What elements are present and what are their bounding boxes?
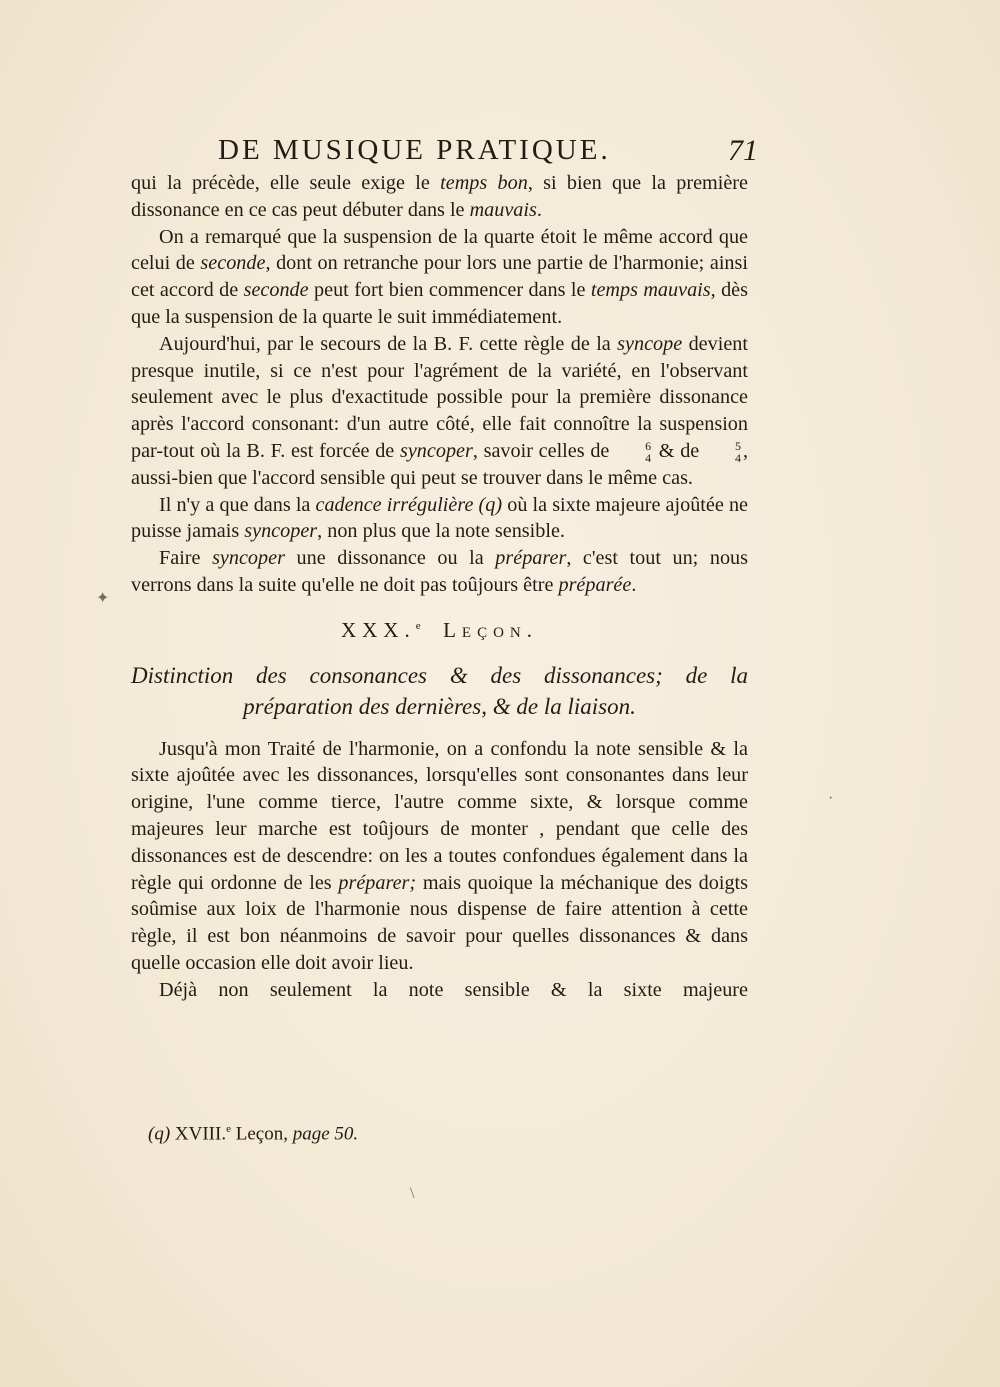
footnote-marker: (q) [148,1123,171,1145]
paragraph-3 [131,331,748,492]
italic-term: préparée [558,573,632,596]
fraction-top: 5 [734,439,741,454]
fraction-bottom: 4 [645,451,652,466]
figure-six-four [617,440,651,464]
paragraph-2 [131,224,748,331]
italic-term: préparer [495,547,567,570]
italic-term: syncoper [212,547,285,570]
text-run: Aujourd'hui, par le secours de la B. F. cette règle de la [159,332,618,355]
footnote [148,1123,358,1145]
italic-term: seconde [200,252,266,275]
italic-term: temps mauvais [590,279,711,302]
text-run: une dissonance ou la [284,547,496,570]
text-run: devient presque inutile, si ce n'est pour l'agrément de la variété, en l'observant seulement avec le plus d'exactitude possible pour la première dissonance après l'accord consonant: d'un autre côté, elle fait connoître la suspension par-tout où la B. F. est forcée de [131,332,748,462]
lesson-word: Leçon. [443,617,539,642]
paragraph-6 [131,736,748,977]
text-run: . [536,198,542,221]
footnote-lesson-word: Leçon, [235,1123,288,1145]
fraction-bottom: 4 [734,451,741,466]
paragraph-5 [131,545,748,599]
footnote-superscript: e [226,1123,231,1135]
print-speck: \ [410,1185,415,1202]
lesson-heading [131,613,748,644]
italic-term: syncoper [244,520,318,543]
body-text [131,170,748,1004]
print-speck: · [828,790,834,807]
text-run: On a remarqué que la suspension de la quarte étoit le même accord que celui de [131,225,748,275]
italic-term: syncoper [399,439,473,462]
running-head: DE MUSIQUE PRATIQUE. [218,134,611,166]
italic-term: temps bon [440,172,528,194]
footnote-page-number: 50. [334,1123,359,1145]
italic-term: préparer; [338,871,417,894]
italic-term: syncope [617,332,683,355]
text-run: & de [653,439,705,462]
footnote-page-label: page [292,1123,330,1145]
lesson-number: XXX. [340,617,416,642]
text-run: Il n'y a que dans la [159,493,316,516]
paragraph-7 [131,977,748,1004]
text-run: , aussi-bien que l'accord sensible qui peut se trouver dans le même cas. [131,439,749,489]
text-run: Faire [159,547,213,570]
italic-term: cadence irrégulière (q) [315,493,503,516]
text-run: qui la précède, elle seule exige le [131,172,441,194]
figure-five-four [707,440,741,464]
footnote-lesson: XVIII. [174,1123,227,1145]
print-speck: ✦ [96,590,110,607]
text-run: , savoir celles de [472,439,616,462]
text-run: mais quoique la méchanique des doigts soûmise aux loix de l'harmonie nous dispense de faire attention à cette règle, il est bon néanmoins de savoir pour quelles dissonances & dans quelle occasion elle doit avoir lieu. [131,871,748,974]
text-run: . [631,573,637,596]
section-title [131,660,748,722]
text-run: , dès que la suspension de la quarte le suit immédiatement. [131,279,749,328]
italic-term: mauvais [469,198,537,221]
text-run: peut fort bien commencer dans le [308,279,591,302]
text-run: Déjà non seulement la note sensible & la sixte majeure [159,978,748,1001]
page-number: 71 [728,134,758,167]
text-run: où la sixte majeure ajoûtée ne puisse jamais [131,493,749,543]
fraction-top: 6 [645,439,652,454]
section-title-line-2: préparation des dernières, & de la liaison. [243,693,636,719]
paragraph-4 [131,492,748,546]
italic-term: seconde [243,279,309,302]
lesson-superscript: e [415,619,421,632]
text-run: , non plus que la note sensible. [317,520,565,543]
text-run: , si bien que la première dissonance en ce cas peut débuter dans le [131,172,748,221]
text-run: Jusqu'à mon Traité de l'harmonie, on a confondu la note sensible & la sixte ajoûtée avec les dissonances, lorsqu'elles sont consonantes dans leur origine, l'une comme tierce, l'autre comme sixte, & lorsque comme majeures leur marche est toûjours de monter , pendant que celle des dissonances est de descendre: on les a toutes confondues également dans la règle qui ordonne de les [131,737,748,894]
page-header [218,134,758,174]
paragraph-1 [131,170,748,224]
section-title-line-1: Distinction des consonances & des dissonances; de la [131,662,748,688]
text-run: , c'est tout un; nous verrons dans la suite qu'elle ne doit pas toûjours être [131,547,749,596]
text-run: , dont on retranche pour lors une partie de l'harmonie; ainsi cet accord de [131,252,748,302]
